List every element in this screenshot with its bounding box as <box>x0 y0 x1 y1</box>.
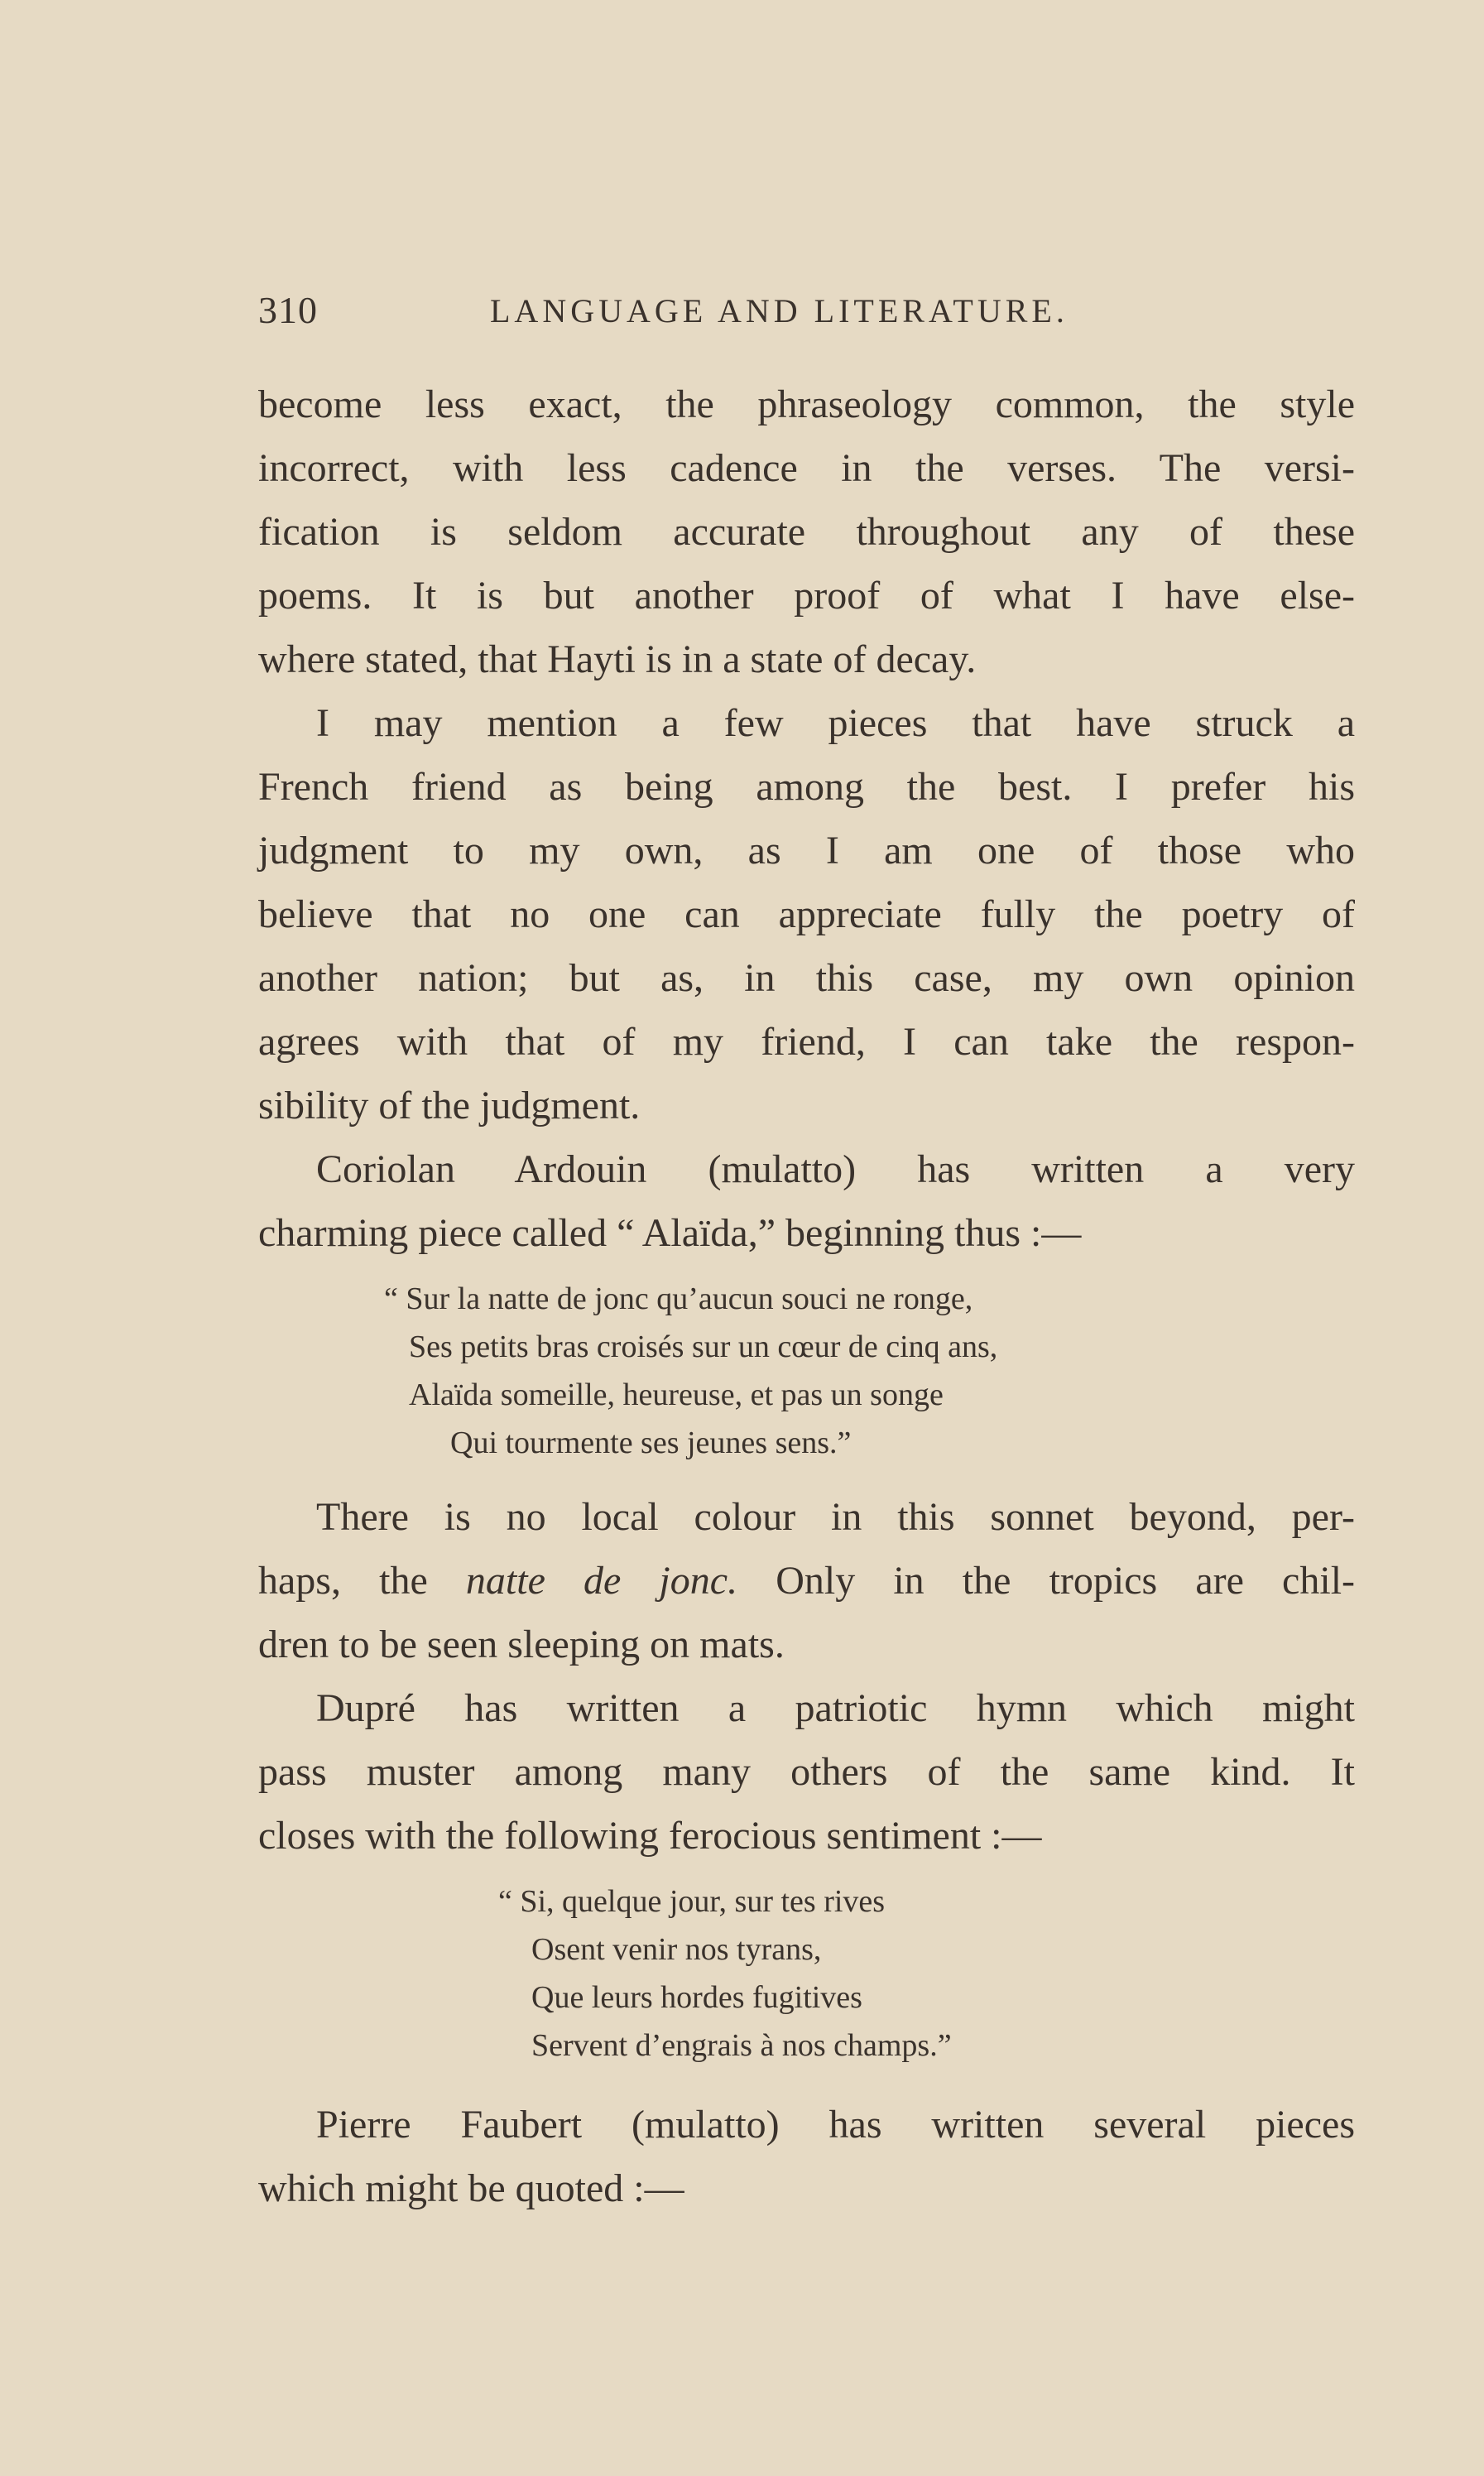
page-number: 310 <box>258 289 318 331</box>
verse-line: “ Sur la natte de jonc qu’aucun souci ne ronge, <box>384 1281 973 1316</box>
verse-line: Qui tourmente ses jeunes sens.” <box>450 1426 852 1460</box>
text-line: Dupré has written a patriotic hymn which might <box>316 1686 1355 1730</box>
text-line: where stated, that Hayti is in a state of decay. <box>258 637 977 681</box>
text-line: Pierre Faubert (mulatto) has written several pieces <box>316 2103 1355 2147</box>
text-line: pass muster among many others of the same kind. It <box>258 1750 1355 1794</box>
text-line: poems. It is but another proof of what I have else- <box>258 574 1355 618</box>
text-line: Coriolan Ardouin (mulatto) has written a very <box>316 1147 1355 1191</box>
paragraph-6 <box>258 2093 1355 2220</box>
paragraph-2 <box>258 691 1355 1137</box>
text-span: haps, the <box>258 1559 466 1603</box>
text-line: another nation; but as, in this case, my own opinion <box>258 956 1355 1000</box>
verse-block-1 <box>258 1275 1355 1467</box>
text-line: which might be quoted :— <box>258 2166 684 2210</box>
text-line-with-italic <box>258 1549 1355 1613</box>
verse-line: Osent venir nos tyrans, <box>531 1932 822 1967</box>
page-body <box>258 373 1355 2220</box>
text-line: judgment to my own, as I am one of those who <box>258 829 1355 873</box>
text-line: incorrect, with less cadence in the verses. The versi- <box>258 446 1355 490</box>
paragraph-5 <box>258 1676 1355 1868</box>
page-header <box>258 288 1136 338</box>
text-line: become less exact, the phraseology common, the style <box>258 382 1355 426</box>
verse-line: “ Si, quelque jour, sur tes rives <box>498 1884 886 1919</box>
text-line: sibility of the judgment. <box>258 1084 641 1127</box>
verse-line: Ses petits bras croisés sur un cœur de cinq ans, <box>409 1329 998 1364</box>
text-line: fication is seldom accurate throughout any of these <box>258 510 1355 554</box>
verse-line: Que leurs hordes fugitives <box>531 1980 862 2015</box>
text-line: agrees with that of my friend, I can take the respon- <box>258 1020 1355 1064</box>
text-line: French friend as being among the best. I prefer his <box>258 765 1355 809</box>
text-line: I may mention a few pieces that have struck a <box>316 701 1355 745</box>
running-head: LANGUAGE AND LITERATURE. <box>490 292 1069 329</box>
italic-phrase: natte de jonc. <box>465 1559 738 1603</box>
text-line: dren to be seen sleeping on mats. <box>258 1623 785 1666</box>
text-line: believe that no one can appreciate fully the poetry of <box>258 892 1355 936</box>
text-line: charming piece called “ Alaïda,” beginning thus :— <box>258 1211 1082 1255</box>
paragraph-3 <box>258 1137 1355 1265</box>
paragraph-4 <box>258 1485 1355 1676</box>
verse-line: Alaïda someille, heureuse, et pas un songe <box>409 1377 944 1412</box>
text-span: Only in the tropics are chil- <box>737 1559 1356 1603</box>
paragraph-1 <box>258 373 1355 691</box>
verse-block-2 <box>258 1877 1355 2070</box>
text-line: There is no local colour in this sonnet beyond, per- <box>316 1495 1355 1539</box>
text-line: closes with the following ferocious sentiment :— <box>258 1814 1042 1858</box>
verse-line: Servent d’engrais à nos champs.” <box>531 2028 952 2063</box>
